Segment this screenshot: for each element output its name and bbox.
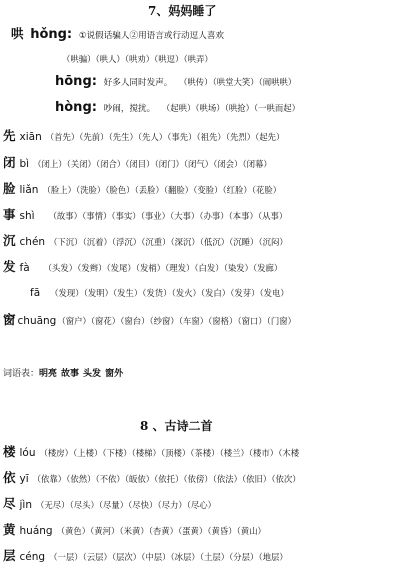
entry-words: （一层）（云层）（层次）（中层）（冰层）（土层）（分层）（地层） <box>49 552 288 562</box>
entry-row <box>3 498 216 511</box>
entry-char: 闭 <box>3 155 16 170</box>
entry-pinyin: fà <box>19 262 30 274</box>
entry-char: 尽 <box>3 496 16 511</box>
entry-row <box>3 446 299 459</box>
entry-pinyin: xiān <box>19 131 42 143</box>
lesson7-title: 7、妈妈睡了 <box>148 4 217 18</box>
vocab-label: 词语表： <box>3 369 40 379</box>
entry-row <box>3 130 284 143</box>
entry-char: 楼 <box>3 444 16 459</box>
entry-meaning: ①说假话骗人②用语言或行动逗人喜欢 <box>78 31 225 41</box>
entry-row <box>3 261 282 274</box>
entry-words: （故事）（事情）（事实）（事业）（大事）（办事）（本事）（从事） <box>48 211 288 221</box>
lesson8-title: 8 、古诗二首 <box>140 419 213 433</box>
entry-words: （无尽）（尽头）（尽量）（尽快）（尽力）（尽心） <box>36 500 217 510</box>
entry-words: （头发）（发辫）（发尾）（发梢）（理发）（白发）（染发）（发廊） <box>43 263 283 273</box>
entry-words: （依靠）（依然）（不依）（皈依）（依托）（依傍）（依法）（依旧）（依次） <box>32 474 301 484</box>
entry-row <box>3 550 288 563</box>
entry-pinyin: liǎn <box>19 184 39 196</box>
entry-pinyin: fā <box>30 287 41 299</box>
entry-meaning: 吵闹，搅扰。 <box>103 104 156 114</box>
entry-words: （窗户）（窗花）（窗台）（纱窗）（车窗）（窗格）（窗口）（门窗） <box>57 316 296 326</box>
entry-words: （楼房）（上楼）（下楼）（楼梯）（顶楼）（茶楼）（楼兰）（楼市）（木楼 <box>39 448 300 458</box>
entry-pinyin: yī <box>19 473 29 485</box>
entry-hong-1 <box>3 28 224 42</box>
entry-char: 哄 <box>11 26 24 41</box>
entry-words: （起哄）（哄场）（哄抢）（一哄而起） <box>161 103 301 113</box>
entry-row <box>3 235 288 248</box>
entry-row <box>3 157 272 170</box>
entry-char: 层 <box>3 548 16 563</box>
vocab-list <box>3 366 127 379</box>
entry-row <box>3 524 266 537</box>
entry-char: 依 <box>3 470 16 485</box>
entry-words: （哄传）（哄堂大笑）（闹哄哄） <box>179 77 297 87</box>
entry-pinyin: hòng: <box>55 100 97 115</box>
entry-char: 先 <box>3 128 16 143</box>
entry-hong-3 <box>55 102 300 115</box>
entry-row <box>30 287 289 299</box>
entry-words: （首先）（先前）（先生）（先人）（事先）（祖先）（先烈）（起先） <box>45 132 285 142</box>
entry-row <box>3 183 281 196</box>
entry-pinyin: hōng: <box>55 74 97 89</box>
entry-words: （黄色）（黄河）（米黄）（杏黄）（蛋黄）（黄昏）（黄山） <box>56 526 266 536</box>
entry-words: （下沉）（沉着）（浮沉）（沉重）（深沉）（低沉）（沉睡）（沉闷） <box>49 237 288 247</box>
entry-pinyin: céng <box>19 551 46 563</box>
entry-row <box>3 314 296 327</box>
entry-row <box>3 209 287 222</box>
entry-words: （闭上）（关闭）（闭合）（闭目）（闭门）（闭气）（闭会）（闭幕） <box>33 159 272 169</box>
entry-meaning: 好多人同时发声。 <box>103 78 173 88</box>
entry-pinyin: chén <box>19 236 46 248</box>
entry-hong-2 <box>55 76 296 89</box>
entry-char: 黄 <box>3 522 16 537</box>
entry-pinyin: lóu <box>19 447 36 459</box>
entry-pinyin: chuāng <box>17 315 57 327</box>
entry-pinyin: bì <box>19 158 30 170</box>
vocab-word: 头发 <box>83 369 102 379</box>
entry-char: 窗 <box>3 312 16 327</box>
entry-words: （发现）（发明）（发生）（发货）（发火）（发白）（发芽）（发电） <box>50 288 289 298</box>
entry-char: 发 <box>3 259 16 274</box>
entry-words: （脸上）（洗脸）（脸色）（丢脸）（翻脸）（变脸）（红脸）（花脸） <box>42 185 282 195</box>
entry-words: （哄骗）（哄人）（哄劝）（哄逗）（哄弄） <box>62 54 213 64</box>
entry-row <box>3 472 301 485</box>
vocab-word: 故事 <box>61 369 80 379</box>
entry-pinyin: huáng <box>19 525 53 537</box>
entry-char: 沉 <box>3 233 16 248</box>
entry-pinyin: jìn <box>19 499 33 511</box>
entry-pinyin: hǒng: <box>30 27 73 42</box>
vocab-word: 窗外 <box>105 369 124 379</box>
entry-pinyin: shì <box>19 210 35 222</box>
vocab-word: 明亮 <box>39 369 58 379</box>
entry-char: 脸 <box>3 181 16 196</box>
entry-char: 事 <box>3 207 16 222</box>
